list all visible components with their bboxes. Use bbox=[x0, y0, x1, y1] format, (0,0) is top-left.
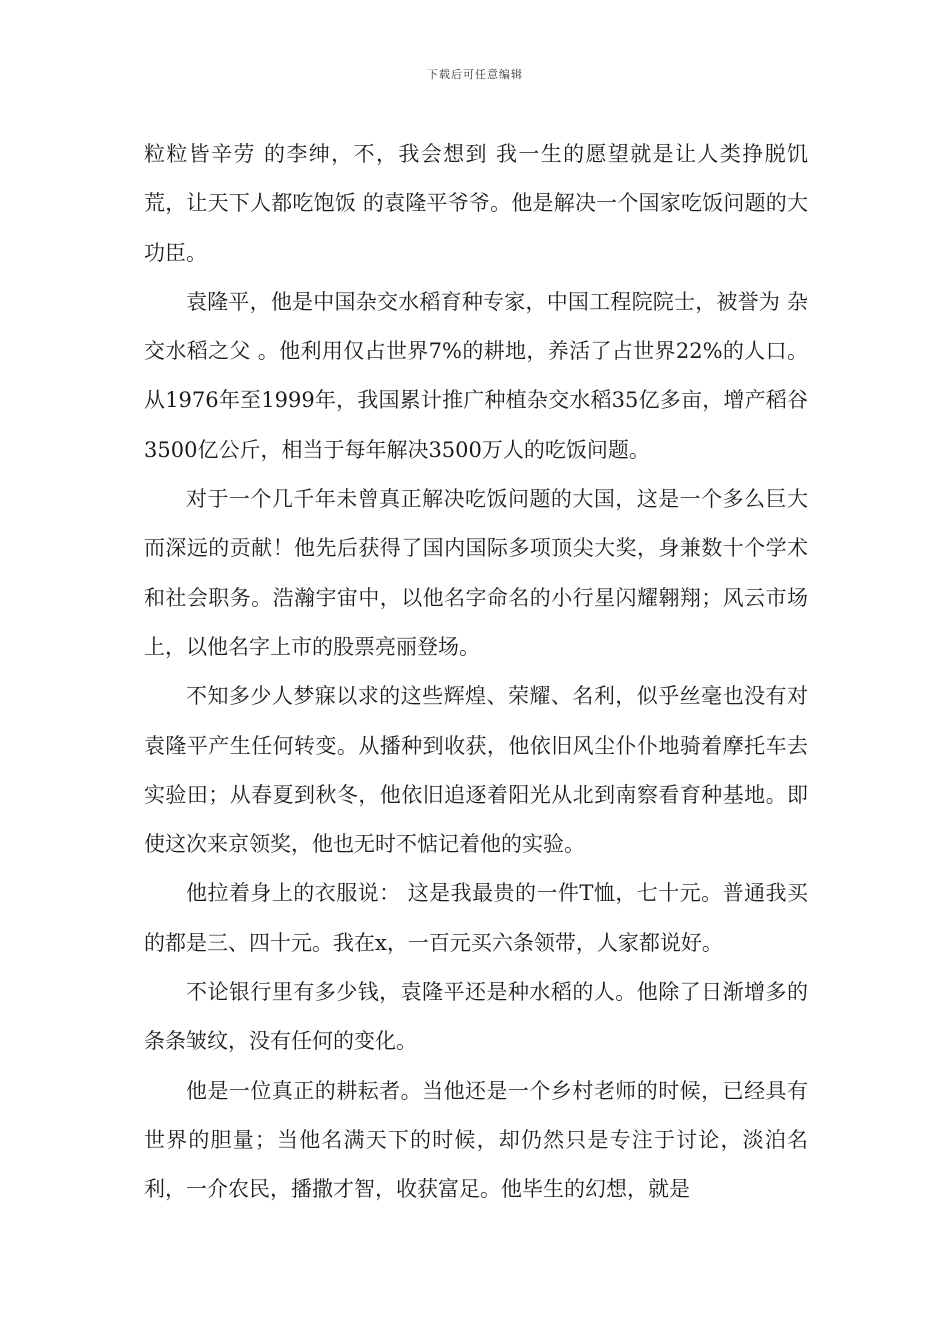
paragraph: 他拉着身上的衣服说： 这是我最贵的一件T恤，七十元。普通我买的都是三、四十元。我在x，一百元买六条领带，人家都说好。 bbox=[144, 881, 808, 955]
paragraph: 不知多少人梦寐以求的这些辉煌、荣耀、名利，似乎丝毫也没有对袁隆平产生任何转变。从播种到收获，他依旧风尘仆仆地骑着摩托车去实验田；从春夏到秋冬，他依旧追逐着阳光从北到南察看育种基地。即使这次来京领奖，他也无时不惦记着他的实验。 bbox=[144, 684, 808, 857]
paragraph: 袁隆平，他是中国杂交水稻育种专家，中国工程院院士，被誉为 杂交水稻之父 。他利用仅占世界7%的耕地，养活了占世界22%的人口。从1976年至1999年，我国累计推广种植杂交水稻35亿多亩，增产稻谷3500亿公斤，相当于每年解决3500万人的吃饭问题。 bbox=[144, 289, 808, 462]
document-body bbox=[144, 130, 808, 1215]
paragraph: 他是一位真正的耕耘者。当他还是一个乡村老师的时候，已经具有世界的胆量；当他名满天下的时候，却仍然只是专注于讨论，淡泊名利，一介农民，播撒才智，收获富足。他毕生的幻想，就是 bbox=[144, 1078, 808, 1202]
page-header: 下载后可任意编辑 bbox=[427, 68, 523, 81]
paragraph: 不论银行里有多少钱，袁隆平还是种水稻的人。他除了日渐增多的条条皱纹，没有任何的变化。 bbox=[144, 980, 808, 1054]
paragraph: 对于一个几千年未曾真正解决吃饭问题的大国，这是一个多么巨大而深远的贡献！他先后获得了国内国际多项顶尖大奖，身兼数十个学术和社会职务。浩瀚宇宙中，以他名字命名的小行星闪耀翱翔；风云市场上，以他名字上市的股票亮丽登场。 bbox=[144, 487, 808, 659]
paragraph: 粒粒皆辛劳 的李绅，不，我会想到 我一生的愿望就是让人类挣脱饥荒，让天下人都吃饱饭 的袁隆平爷爷。他是解决一个国家吃饭问题的大功臣。 bbox=[144, 142, 808, 265]
